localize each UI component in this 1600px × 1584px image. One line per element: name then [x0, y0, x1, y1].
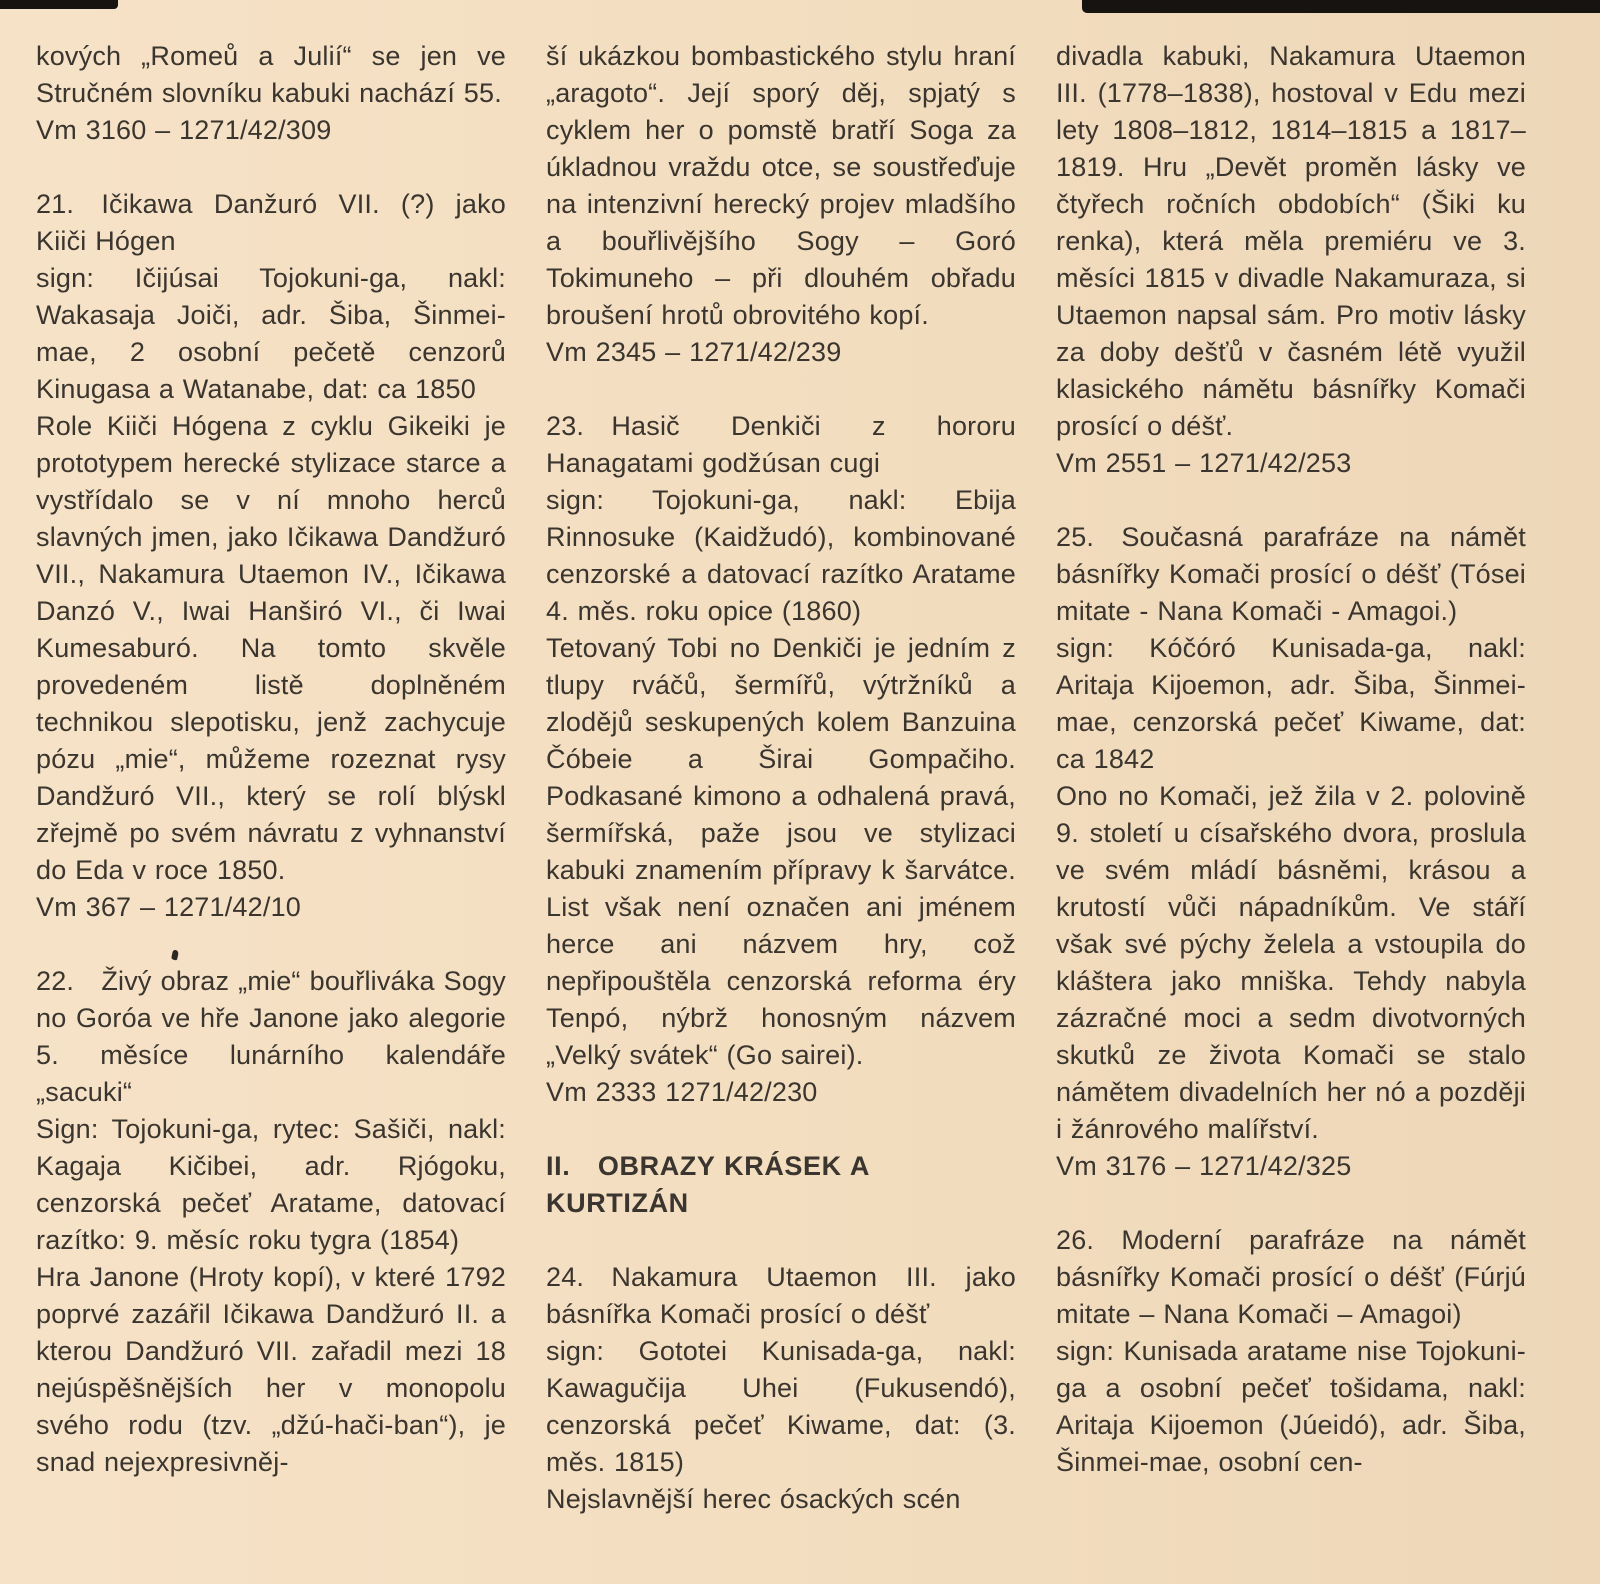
entry-21-description: Role Kiiči Hógena z cyklu Gikeiki je prototypem herecké stylizace starce a vystřídalo se v ní mnoho herců slavných jmen, jako Ičikawa Dandžuró VII., Nakamura Utaemon IV., Ičikawa Danzó V., Iwai Hanširó VI., či Iwai Kumesaburó. Na tomto skvěle provedeném listě doplněném technikou slepotisku, jenž zachycuje pózu „mie“, můžeme rozeznat rysy Dandžuró VII., který se rolí blýskl zřejmě po svém návratu z vyhnanství do Eda v roce 1850.	[36, 411, 506, 885]
entry-23-description: Tetovaný Tobi no Denkiči je jedním z tlupy rváčů, šermířů, výtržníků a zlodějů seskupených kolem Banzuina Čóbeie a Širai Gompačiho. Podkasané kimono a odhalená pravá, šermířská, paže jsou ve stylizaci kabuki znamením přípravy k šarvátce. List však není označen ani jménem herce ani názvem hry, což nepřipouštěla cenzorská reforma éry Tenpó, nýbrž honosným názvem „Velký svátek“ (Go sairei).	[546, 633, 1016, 1070]
section-heading: II. OBRAZY KRÁSEK A KURTIZÁN	[546, 1151, 869, 1218]
entry-22-description: Hra Janone (Hroty kopí), v které 1792 poprvé zazářil Ičikawa Dandžuró II. a kterou Dandžuró VII. zařadil mezi 18 nejúspěšnějších her v monopolu svého rodu (tzv. „džú-hači-ban“), je snad nejexpresivněj-	[36, 1262, 506, 1477]
entry-24-title: 24. Nakamura Utaemon III. jako básnířka Komači prosící o déšť	[546, 1262, 1016, 1329]
entry-22-signature: Sign: Tojokuni-ga, rytec: Sašiči, nakl: Kagaja Kičibei, adr. Rjógoku, cenzorská pečeť Aratame, datovací razítko: 9. měsíc roku tygra (1854)	[36, 1114, 506, 1255]
paragraph-continuation: ší ukázkou bombastického stylu hraní „aragoto“. Její sporý děj, spjatý s cyklem her o pomstě bratří Soga za úkladnou vraždu otce, se soustřeďuje na intenzivní herecký projev mladšího a bouřlivějšího Sogy – Goró Tokimuneho – při dlouhém obřadu broušení hrotů obrovitého kopí.	[546, 41, 1016, 330]
inventory-number: Vm 2345 – 1271/42/239	[546, 337, 842, 367]
entry-21-title: 21. Ičikawa Danžuró VII. (?) jako Kiiči Hógen	[36, 189, 506, 256]
entry-24-signature: sign: Gototei Kunisada-ga, nakl: Kawagučija Uhei (Fukusendó), cenzorská pečeť Kiwame, dat: (3. měs. 1815)	[546, 1336, 1016, 1477]
inventory-number: Vm 3176 – 1271/42/325	[1056, 1151, 1352, 1181]
entry-22-title: 22. Živý obraz „mie“ bouřliváka Sogy no Goróa ve hře Janone jako alegorie 5. měsíce lunárního kalendáře „sacuki“	[36, 966, 506, 1107]
inventory-number: Vm 367 – 1271/42/10	[36, 892, 302, 922]
three-column-text-block	[36, 38, 1552, 1518]
scan-artifact-top-left	[0, 0, 118, 9]
inventory-number: Vm 2551 – 1271/42/253	[1056, 448, 1352, 478]
entry-24-description-start: Nejslavnější herec ósackých scén	[546, 1484, 961, 1514]
entry-25-description: Ono no Komači, jež žila v 2. polovině 9. století u císařského dvora, proslula ve svém mládí básněmi, krásou a krutostí vůči nápadníkům. Ve stáří však své pýchy želela a vstoupila do kláštera jako mniška. Tehdy nabyla zázračné moci a sedm divotvorných skutků ze života Komači se stalo námětem divadelních her nó a později i žánrového malířství.	[1056, 781, 1526, 1144]
entry-23-signature: sign: Tojokuni-ga, nakl: Ebija Rinnosuke (Kaidžudó), kombinované cenzorské a datovací razítko Aratame 4. měs. roku opice (1860)	[546, 485, 1016, 626]
entry-26-title: 26. Moderní parafráze na námět básnířky Komači prosící o déšť (Fúrjú mitate – Nana Komači – Amagoi)	[1056, 1225, 1526, 1329]
entry-21-signature: sign: Ičijúsai Tojokuni-ga, nakl: Wakasaja Joiči, adr. Šiba, Šinmei-mae, 2 osobní pečetě cenzorů Kinugasa a Watanabe, dat: ca 1850	[36, 263, 506, 404]
paragraph-continuation: kových „Romeů a Julií“ se jen ve Stručném slovníku kabuki nachází 55.	[36, 41, 506, 108]
entry-26-signature: sign: Kunisada aratame nise Tojokuni-ga a osobní pečeť tošidama, nakl: Aritaja Kijoemon (Júeidó), adr. Šiba, Šinmei-mae, osobní cen-	[1056, 1336, 1526, 1477]
inventory-number: Vm 2333 1271/42/230	[546, 1077, 818, 1107]
text-column-1	[36, 38, 506, 1518]
inventory-number: Vm 3160 – 1271/42/309	[36, 115, 332, 145]
entry-25-title: 25. Současná parafráze na námět básnířky Komači prosící o déšť (Tósei mitate - Nana Komači - Amagoi.)	[1056, 522, 1526, 626]
paragraph-continuation: divadla kabuki, Nakamura Utaemon III. (1778–1838), hostoval v Edu mezi lety 1808–1812, 1814–1815 a 1817–1819. Hru „Devět proměn lásky ve čtyřech ročních obdobích“ (Šiki ku renka), která měla premiéru ve 3. měsíci 1815 v divadle Nakamuraza, si Utaemon napsal sám. Pro motiv lásky za doby dešťů v časném létě využil klasického námětu básnířky Komači prosící o déšť.	[1056, 41, 1526, 441]
entry-23-title: 23. Hasič Denkiči z hororu Hanagatami godžúsan cugi	[546, 411, 1016, 478]
text-column-2	[546, 38, 1016, 1518]
scan-artifact-top-right	[1082, 0, 1600, 13]
text-column-3	[1056, 38, 1526, 1518]
entry-25-signature: sign: Kóčóró Kunisada-ga, nakl: Aritaja Kijoemon, adr. Šiba, Šinmei-mae, cenzorská pečeť Kiwame, dat: ca 1842	[1056, 633, 1526, 774]
